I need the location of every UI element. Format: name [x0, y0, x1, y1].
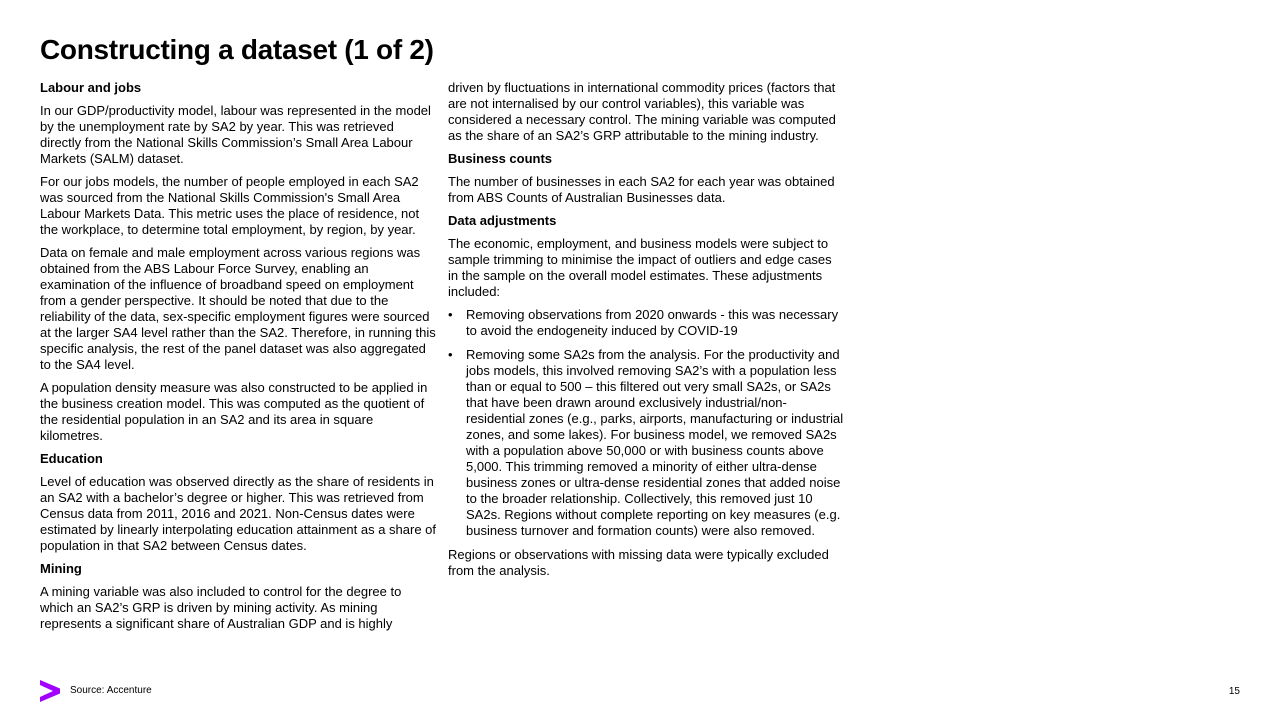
labour-heading: Labour and jobs [40, 80, 142, 95]
data-adjustments-heading: Data adjustments [448, 213, 557, 228]
business-counts-paragraph: The number of businesses in each SA2 for each year was obtained from ABS Counts of Australian Businesses data. [448, 174, 835, 205]
data-adjustments-paragraph: Regions or observations with missing data were typically excluded from the analysis. [448, 547, 829, 578]
education-heading: Education [40, 451, 103, 466]
adjustments-list [448, 307, 844, 539]
labour-paragraph: A population density measure was also constructed to be applied in the business creation model. This was computed as the quotient of the residential population in an SA2 and its area in square kilometres. [40, 380, 428, 443]
right-column [448, 80, 844, 586]
business-counts-heading: Business counts [448, 151, 553, 166]
labour-paragraph: In our GDP/productivity model, labour was represented in the model by the unemployment rate by SA2 by year. This was retrieved directly from the National Skills Commission’s Small Area Labour Markets (SALM) dataset. [40, 103, 431, 166]
page-title: Constructing a dataset (1 of 2) [40, 34, 434, 65]
list-item: • Removing observations from 2020 onwards - this was necessary to avoid the endogeneity induced by COVID-19 [448, 307, 844, 339]
labour-paragraph: Data on female and male employment across various regions was obtained from the ABS Labour Force Survey, enabling an examination of the influence of broadband speed on employment from a gender perspective. It should be noted that due to the reliability of the data, sex-specific employment figures were sourced at the larger SA4 level rather than the SA2. Therefore, in running this specific analysis, the rest of the panel dataset was also aggregated to the SA4 level. [40, 245, 436, 372]
mining-paragraph: A mining variable was also included to control for the degree to which an SA2’s GRP is driven by mining activity. As mining represents a significant share of Australian GDP and is highly [40, 584, 402, 631]
chevron-icon [40, 680, 60, 702]
data-adjustments-paragraph: The economic, employment, and business models were subject to sample trimming to minimise the impact of outliers and edge cases in the sample on the overall model estimates. These adjustments included: [448, 236, 832, 299]
mining-paragraph-continued: driven by fluctuations in international commodity prices (factors that are not internalised by our control variables), this variable was considered a necessary control. The mining variable was computed as the share of an SA2’s GRP attributable to the mining industry. [448, 80, 836, 143]
source-note: Source: Accenture [70, 685, 152, 696]
accenture-chevron-logo-icon [40, 680, 60, 702]
list-item: • Removing some SA2s from the analysis. For the productivity and jobs models, this involved removing SA2’s with a population less than or equal to 500 – this filtered out very small SA2s, or SA2s that have been drawn around exclusively industrial/non-residential zones (e.g., parks, airports, manufacturing or industrial zones, and some lakes). For business model, we removed SA2s with a population above 50,000 or with business counts above 5,000. This trimming removed a minority of either ultra-dense business zones or ultra-dense residential zones that added noise to the broader relationship. Collectively, this removed just 10 SA2s. Regions without complete reporting on key measures (e.g. business turnover and formation counts) were also removed. [448, 347, 844, 539]
mining-heading: Mining [40, 561, 82, 576]
education-paragraph: Level of education was observed directly as the share of residents in an SA2 with a bachelor’s degree or higher. This was retrieved from Census data from 2011, 2016 and 2021. Non-Census dates were estimated by linearly interpolating education attainment as a share of population in that SA2 between Census dates. [40, 474, 437, 553]
labour-paragraph: For our jobs models, the number of people employed in each SA2 was sourced from the National Skills Commission's Small Area Labour Markets Data. This metric uses the place of residence, not the workplace, to determine total employment, by region, by year. [40, 174, 420, 237]
left-column [40, 80, 436, 639]
page-number: 15 [1228, 686, 1240, 697]
